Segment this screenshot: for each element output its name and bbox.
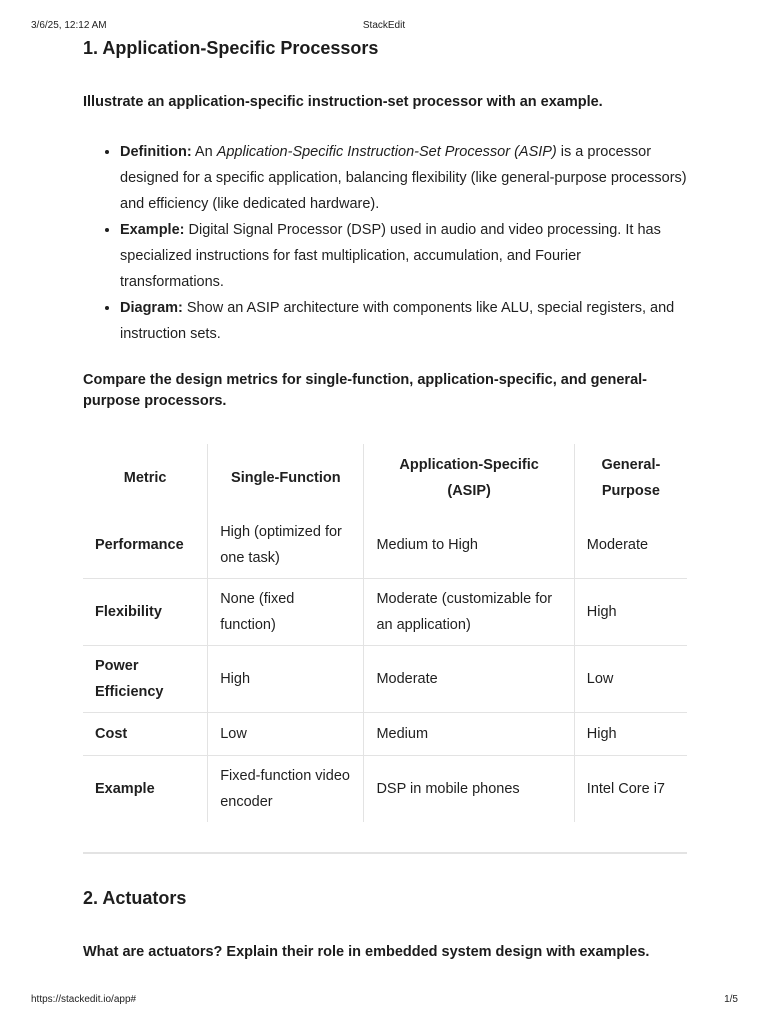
row-header: Example [95, 781, 155, 797]
column-header-asip: Application-Specific (ASIP) [364, 444, 574, 512]
table-row [83, 646, 687, 713]
table-cell: High [574, 579, 687, 646]
bullet-diagram [120, 295, 687, 347]
table-cell: Fixed-function video encoder [208, 756, 364, 823]
asip-bullet-list [83, 139, 687, 347]
bullet-label: Diagram: [120, 300, 183, 316]
print-page-number: 1/5 [724, 994, 738, 1005]
bullet-text: is a processor designed for a specific application, balancing flexibility (like general-purpose processors) and efficiency (like dedicated hardware). [120, 144, 687, 212]
section-title-actuators: 2. Actuators [83, 888, 187, 908]
bullet-label: Definition: [120, 144, 192, 160]
table-cell: DSP in mobile phones [364, 756, 574, 823]
column-header-metric: Metric [123, 470, 167, 486]
document-content [83, 36, 687, 963]
table-cell: Moderate [364, 646, 574, 713]
print-header [0, 20, 768, 34]
bullet-text: Digital Signal Processor (DSP) used in audio and video processing. It has specialized instructions for fast multiplication, accumulation, and Fourier transformations. [120, 222, 661, 290]
table-cell: High [574, 713, 687, 756]
column-header-general-purpose: General-Purpose [574, 444, 687, 512]
table-cell: Intel Core i7 [574, 756, 687, 823]
table-header-row [83, 444, 687, 512]
table-cell: Moderate (customizable for an application) [364, 579, 574, 646]
table-cell: Medium [364, 713, 574, 756]
bullet-definition [120, 139, 687, 217]
bullet-example [120, 217, 687, 295]
table-cell: Medium to High [364, 512, 574, 579]
table-cell: Moderate [574, 512, 687, 579]
question-illustrate-asip: Illustrate an application-specific instruction-set processor with an example. [83, 94, 603, 110]
row-header: Performance [95, 537, 184, 553]
design-metrics-table [83, 444, 687, 822]
table-row [83, 579, 687, 646]
section-title-application-specific-processors: 1. Application-Specific Processors [83, 38, 379, 58]
row-header: Flexibility [95, 604, 162, 620]
bullet-text: Show an ASIP architecture with components like ALU, special registers, and instruction sets. [120, 300, 675, 342]
table-cell: Low [208, 713, 364, 756]
print-datetime: 3/6/25, 12:12 AM [31, 20, 107, 31]
bullet-text: An [191, 144, 217, 160]
row-header: Cost [95, 726, 128, 742]
table-row [83, 756, 687, 823]
print-url: https://stackedit.io/app# [31, 994, 137, 1005]
row-header: Power Efficiency [95, 658, 164, 700]
question-what-are-actuators: What are actuators? Explain their role in embedded system design with examples. [83, 944, 650, 960]
print-footer [0, 994, 768, 1008]
bullet-italic-term: Application-Specific Instruction-Set Processor (ASIP) [216, 144, 557, 160]
bullet-label: Example: [120, 222, 185, 238]
table-cell: Low [574, 646, 687, 713]
table-cell: High (optimized for one task) [208, 512, 364, 579]
print-app-name: StackEdit [362, 20, 406, 31]
table-cell: None (fixed function) [208, 579, 364, 646]
column-header-single-function: Single-Function [208, 444, 364, 512]
question-compare-design-metrics: Compare the design metrics for single-function, application-specific, and general-purpose processors. [83, 372, 647, 409]
table-row [83, 512, 687, 579]
table-row [83, 713, 687, 756]
section-divider [83, 852, 687, 854]
table-cell: High [208, 646, 364, 713]
